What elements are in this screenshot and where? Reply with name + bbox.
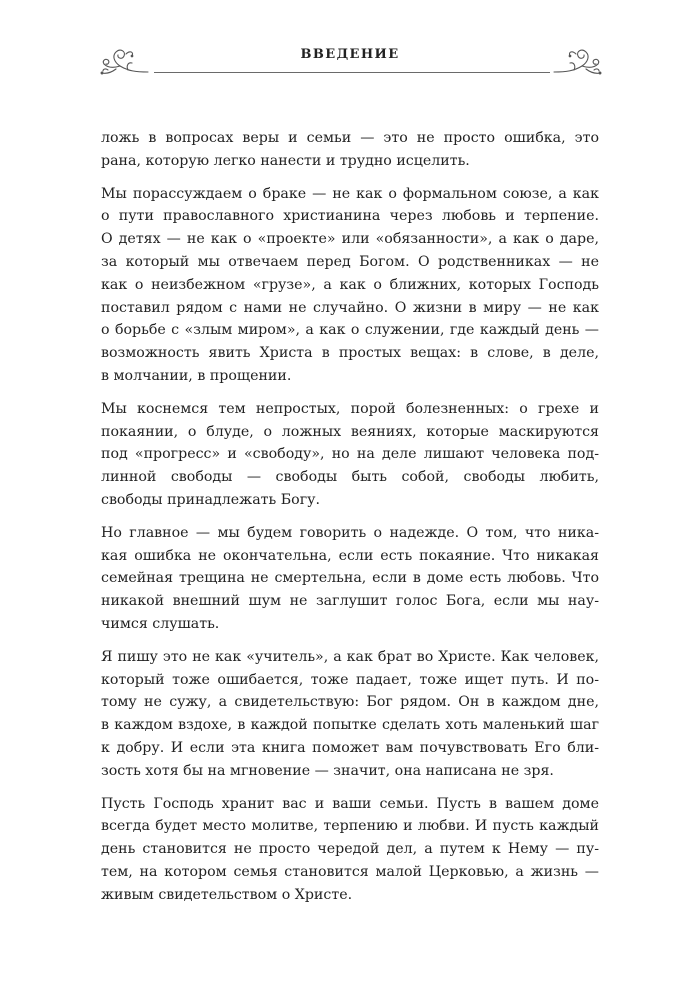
floral-ornament-icon [552, 44, 604, 78]
text-line: свободы принадлежать Богу. [101, 491, 320, 508]
chapter-title: ВВЕДЕНИЕ [300, 47, 400, 62]
paragraph [101, 183, 599, 388]
text-line: как о неизбежном «грузе», а как о ближних, которых Господь [101, 276, 599, 293]
paragraph [101, 793, 599, 907]
text-line: О детях — не как о «проекте» или «обязанности», а как о даре, [101, 231, 599, 248]
body-text [101, 127, 599, 917]
text-line: тем, на котором семья становится малой Церковью, а жизнь — [101, 863, 599, 880]
header-rule [154, 72, 550, 73]
text-line: Я пишу это не как «учитель», а как брат во Христе. Как человек, [101, 648, 599, 665]
text-line: ложь в вопросах веры и семьи — это не просто ошибка, это [101, 130, 599, 146]
text-line: чимся слушать. [101, 615, 220, 632]
text-line: линной свободы — свободы быть собой, свободы любить, [101, 469, 599, 486]
text-line: в молчании, в прощении. [101, 367, 292, 384]
text-line: поставил рядом с нами не случайно. О жизни в миру — не как [101, 299, 599, 316]
text-line: всегда будет место молитве, терпению и любви. И пусть каждый [101, 818, 599, 835]
text-line: тому не сужу, а свидетельствую: Бог рядом. Он в каждом дне, [101, 694, 599, 711]
text-line: под «прогресс» и «свободу», но на деле лишают человека под- [101, 446, 599, 463]
text-line: рана, которую легко нанести и трудно исцелить. [101, 152, 470, 169]
paragraph [101, 127, 599, 173]
text-line: зость хотя бы на мгновение — значит, она написана не зря. [101, 762, 554, 779]
text-line: день становится не просто чередой дел, а путем к Нему — пу- [101, 841, 599, 858]
paragraph [101, 646, 599, 783]
paragraph [101, 522, 599, 636]
running-header [102, 42, 598, 74]
text-line: Но главное — мы будем говорить о надежде. О том, что ника- [101, 524, 599, 541]
text-line: за который мы отвечаем перед Богом. О родственниках — не [101, 253, 599, 270]
text-line: семейная трещина не смертельна, если в доме есть любовь. Что [101, 570, 599, 587]
text-line: Мы порассуждаем о браке — не как о формальном союзе, а как [101, 185, 599, 202]
text-line: который тоже ошибается, тоже падает, тоже ищет путь. И по- [101, 671, 599, 688]
text-line: Пусть Господь хранит вас и ваши семьи. Пусть в вашем доме [101, 795, 599, 812]
text-line: в каждом вздохе, в каждой попытке сделать хоть маленький шаг [101, 717, 599, 734]
text-line: никакой внешний шум не заглушит голос Бога, если мы нау- [101, 593, 599, 610]
paragraph [101, 398, 599, 512]
text-line: живым свидетельством о Христе. [101, 886, 353, 903]
text-line: к добру. И если эта книга поможет вам почувствовать Его бли- [101, 739, 599, 756]
text-line: о пути православного христианина через любовь и терпение. [101, 208, 599, 225]
text-line: покаянии, о блуде, о ложных веяниях, которые маскируются [101, 423, 599, 440]
text-line: возможность явить Христа в простых вещах: в слове, в деле, [101, 345, 599, 362]
text-line: Мы коснемся тем непростых, порой болезненных: о грехе и [101, 400, 599, 417]
text-line: о борьбе с «злым миром», а как о служении, где каждый день — [101, 322, 599, 339]
text-line: кая ошибка не окончательна, если есть покаяние. Что никакая [101, 547, 599, 564]
